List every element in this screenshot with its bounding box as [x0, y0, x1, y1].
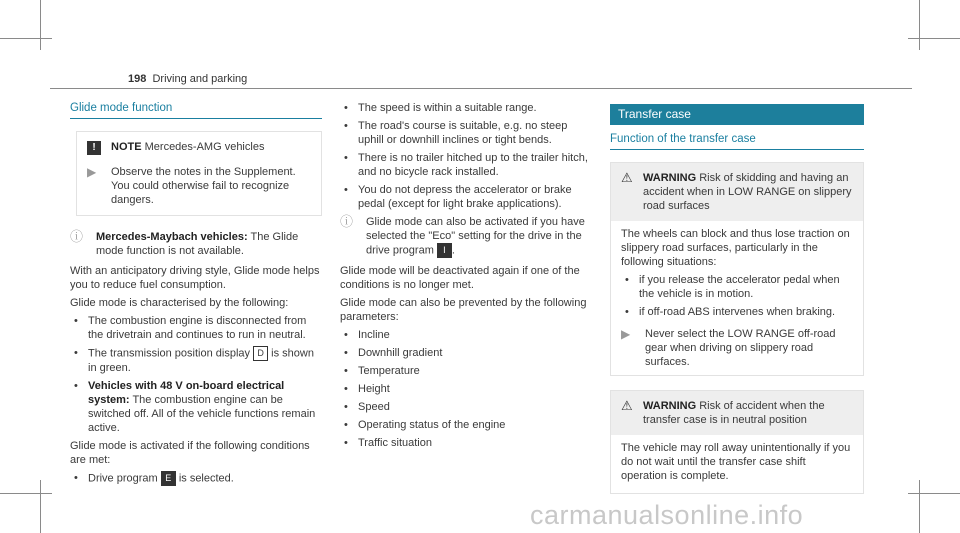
bullet-list: [340, 101, 596, 211]
glide-mode-heading: Glide mode function: [70, 101, 322, 119]
header-rule: [50, 88, 912, 89]
info-icon: ⓘ: [70, 229, 84, 244]
column-1: [70, 101, 322, 490]
warning-box: [610, 162, 864, 376]
list-item: • Traffic situation: [358, 436, 596, 450]
crop-mark: [40, 0, 41, 50]
list-item: [88, 471, 322, 486]
page-number: 198: [128, 73, 147, 85]
crop-mark: [0, 38, 52, 39]
list-item-text: Drive program: [88, 472, 158, 485]
note-box: [76, 131, 322, 216]
paragraph: With an anticipatory driving style, Glide mode helps you to reduce fuel consumption.: [70, 265, 320, 291]
page-header: [128, 73, 247, 85]
info-text: Glide mode can also be activated if you have selected the "Eco" setting for the drive in the drive program: [366, 216, 585, 257]
arrow-right-icon: ▶: [621, 327, 631, 341]
paragraph: Glide mode will be deactivated again if one of the conditions is no longer met.: [340, 265, 580, 291]
bullet-list: [621, 273, 853, 319]
list-item: [88, 379, 322, 435]
list-item: • The speed is within a suitable range.: [358, 101, 596, 115]
e-badge: E: [161, 471, 176, 486]
bullet-list: [340, 328, 596, 450]
list-item: • Speed: [358, 400, 596, 414]
list-item-text: The transmission position display: [88, 347, 251, 360]
warning-box: [610, 390, 864, 494]
list-item: • Downhill gradient: [358, 346, 596, 360]
paragraph: Glide mode is activated if the following conditions are met:: [70, 440, 310, 466]
bullet-list: [70, 314, 322, 435]
warning-title: Risk of accident when the transfer case is in neutral position: [643, 400, 825, 426]
note-text: Mercedes-AMG vehicles: [144, 141, 265, 153]
list-item: [88, 346, 322, 375]
crop-mark: [0, 493, 52, 494]
bullet-list: [70, 471, 322, 486]
list-item: • Height: [358, 382, 596, 396]
list-item-text: The combustion engine can be switched off. All of the vehicle functions remain active.: [88, 394, 316, 434]
crop-mark: [919, 0, 920, 50]
warning-label: WARNING: [643, 400, 697, 412]
instruction-text: Never select the LOW RANGE off-road gear when driving on slippery road surfaces.: [645, 328, 836, 368]
crop-mark: [908, 38, 960, 39]
info-icon: ⓘ: [340, 214, 354, 229]
list-item: • Incline: [358, 328, 596, 342]
list-item: • if off-road ABS intervenes when braking.: [639, 305, 853, 319]
transfer-case-heading: Function of the transfer case: [610, 132, 864, 150]
crop-mark: [40, 480, 41, 533]
warning-title: Risk of skidding and having an accident when in LOW RANGE on slippery road surfaces: [643, 172, 852, 212]
list-item: • You do not depress the accelerator or brake pedal (except for light brake applications).: [358, 183, 596, 211]
list-item: • Temperature: [358, 364, 596, 378]
instruction-text: Observe the notes in the Supplement. You could otherwise fail to recognize dangers.: [111, 166, 296, 206]
note-label: NOTE: [111, 141, 142, 153]
notice-icon: !: [87, 141, 101, 155]
section-title: Driving and parking: [152, 73, 248, 85]
maybach-label: Mercedes-Maybach vehicles:: [96, 231, 248, 243]
column-2: • The speed is within a suitable range. • The road's course is suitable, e.g. no steep uphill or downhill inclines or tight bends. • There is no trailer hitched up to the trailer hitch, and no bicycle rack installed. • You do not depress the accelerator or brake pedal (except for light brake applications). ⓘ Glide mode can also be activated if you have selected the "Eco" setting for the drive in the drive program I . Glide mode will be deactivated again if one of the conditions is no longer met. Glide mode can also be prevented by the following parameters: • Incline • Downhill gradient • Temperature • Height • Speed • Operating status of the engine • Traffic situation: [340, 101, 596, 454]
list-item: • The combustion engine is disconnected from the drivetrain and continues to run in neutral.: [88, 314, 322, 342]
list-item: • The road's course is suitable, e.g. no steep uphill or downhill inclines or tight bends.: [358, 119, 596, 147]
watermark: carmanualsonline.info: [530, 500, 804, 530]
transfer-case-banner: Transfer case: [610, 104, 864, 125]
d-badge: D: [253, 346, 268, 361]
maybach-text: The Glide mode function is not available.: [96, 231, 299, 257]
list-item-text: is selected.: [178, 472, 234, 485]
arrow-right-icon: ▶: [87, 165, 97, 179]
warning-label: WARNING: [643, 172, 697, 184]
list-item: • There is no trailer hitched up to the trailer hitch, and no bicycle rack installed.: [358, 151, 596, 179]
column-3: [610, 104, 864, 508]
list-item-text: is shown in green.: [88, 347, 314, 374]
crop-mark: [919, 480, 920, 533]
warning-icon: ⚠: [621, 170, 633, 185]
i-badge: I: [437, 243, 452, 258]
crop-mark: [908, 493, 960, 494]
list-item-bold: Vehicles with 48 V on-board electrical system:: [88, 380, 285, 406]
list-item: • if you release the accelerator pedal when the vehicle is in motion.: [639, 273, 853, 301]
warning-body: The wheels can block and thus lose traction on slippery road surfaces, particularly in the following situations:: [621, 228, 850, 268]
warning-icon: ⚠: [621, 398, 633, 413]
list-item: • Operating status of the engine: [358, 418, 596, 432]
warning-body: The vehicle may roll away unintentionally if you do not wait until the transfer case shift operation is complete.: [621, 442, 851, 482]
paragraph: Glide mode can also be prevented by the following parameters:: [340, 297, 587, 323]
paragraph: Glide mode is characterised by the following:: [70, 297, 289, 309]
